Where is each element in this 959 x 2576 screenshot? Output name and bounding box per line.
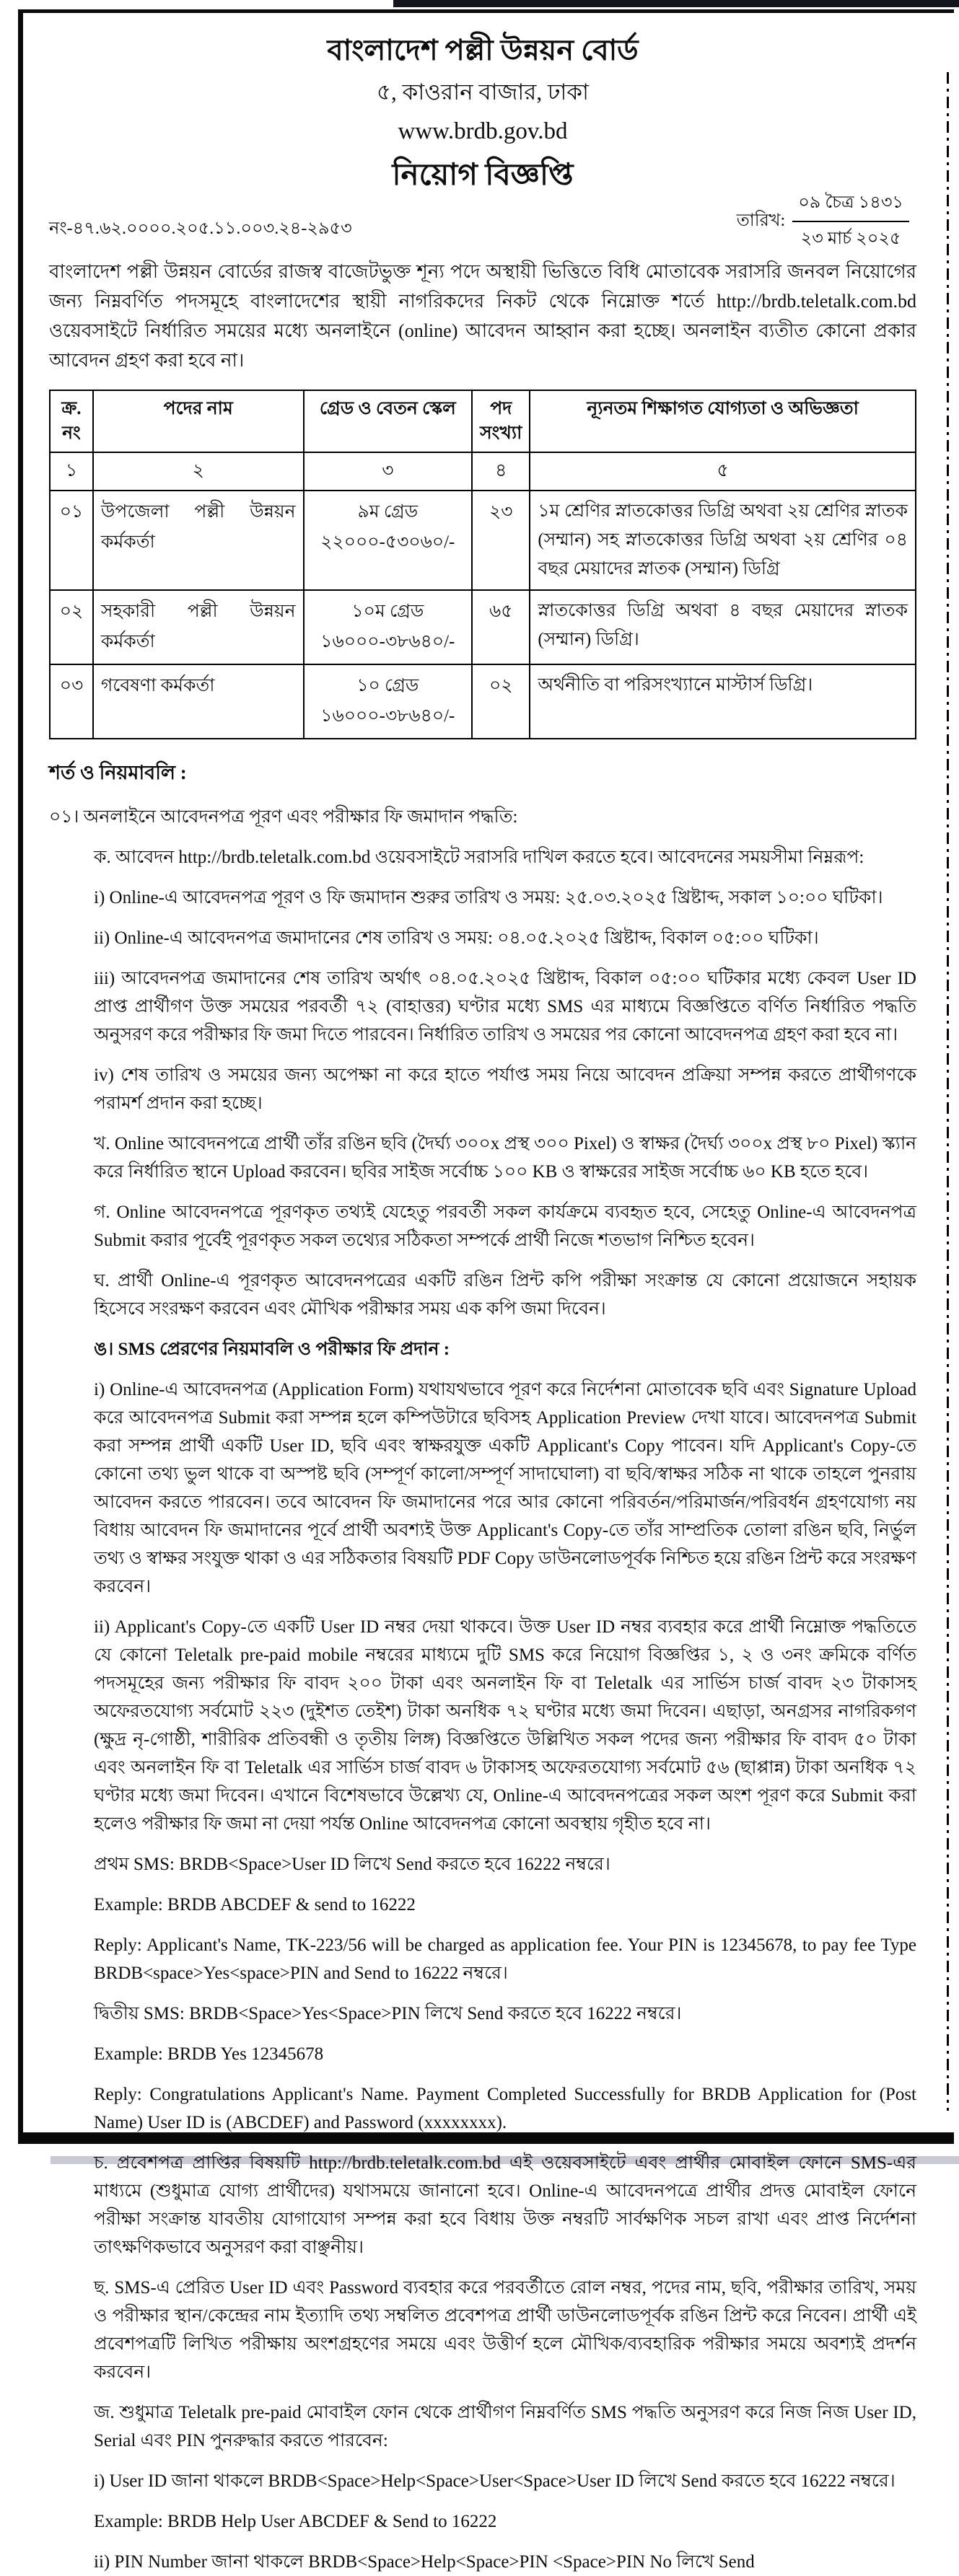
column-header: পদ সংখ্যা [472, 390, 530, 452]
column-number: ২ [93, 452, 304, 491]
column-number: ১ [50, 452, 93, 491]
condition-paragraph: ii) Applicant's Copy-তে একটি User ID নম্বর দেয়া থাকবে। উক্ত User ID নম্বর ব্যবহার করে প্রার্থী নিম্নোক্ত পদ্ধতিতে যে কোনো Teletalk pre-paid mobile নম্বরের মাধ্যমে দুটি SMS করে নিয়োগ বিজ্ঞপ্তির ১, ২ ও ৩নং ক্রমিকে বর্ণিত পদসমূহের জন্য পরীক্ষার ফি বাবদ ২০০ টাকা এবং অনলাইন ফি বা Teletalk এর সার্ভিস চার্জ বাবদ ২৩ টাকাসহ অফেরতযোগ্য সর্বমোট ২২৩ (দুইশত তেইশ) টাকা অনধিক ৭২ ঘণ্টার মধ্যে জমা দিবেন। এছাড়া, অনগ্রসর নাগরিকগণ (ক্ষুদ্র নৃ-গোষ্ঠী, শারীরিক প্রতিবন্ধী ও তৃতীয় লিঙ্গ) বিজ্ঞপ্তিতে উল্লিখিত সকল পদের জন্য পরীক্ষার ফি বাবদ ৫০ টাকা এবং অনলাইন ফি বা Teletalk এর সার্ভিস চার্জ বাবদ ৬ টাকাসহ অফেরতযোগ্য সর্বমোট ৫৬ (ছাপ্পান্ন) টাকা অনধিক ৭২ ঘণ্টার মধ্যে জমা দিবেন। এখানে বিশেষভাবে উল্লেখ্য যে, Online-এ আবেদনপত্রের সকল অংশ পূরণ করে Submit করা হলেও পরীক্ষার ফি জমা না দেয়া পর্যন্ত Online আবেদনপত্র কোনো অবস্থায় গৃহীত হবে না। [94, 1617, 916, 1834]
condition-paragraph: ii) Online-এ আবেদনপত্র জমাদানের শেষ তারিখ ও সময়: ০৪.০৫.২০২৫ খ্রিষ্টাব্দ, বিকাল ০৫:০০ ঘটিকা। [94, 928, 819, 948]
table-row [50, 590, 916, 664]
post-name-cell: সহকারী পল্লী উন্নয়ন কর্মকর্তা [93, 590, 304, 664]
condition-paragraph: ii) PIN Number জানা থাকলে BRDB<Space>Help<Space>PIN <Space>PIN No লিখে Send [94, 2551, 755, 2572]
condition-paragraph: গ. Online আবেদনপত্রে পূরণকৃত তথ্যই যেহেতু পরবর্তী সকল কার্যক্রমে ব্যবহৃত হবে, সেহেতু Online-এ আবেদনপত্র Submit করার পূর্বেই পূরণকৃত সকল তথ্যের সঠিকতা সম্পর্কে প্রার্থী নিজে শতভাগ নিশ্চিত হবেন। [94, 1202, 916, 1250]
column-number: ৪ [472, 452, 530, 491]
recruitment-table-body [50, 390, 916, 739]
qualification-cell: ১ম শ্রেণির স্নাতকোত্তর ডিগ্রি অথবা ২য় শ্রেণির স্নাতক (সম্মান) সহ স্নাতকোত্তর ডিগ্রি অথবা ২য় শ্রেণির ০৪ বছর মেয়াদের স্নাতক (সম্মান) ডিগ্রি [530, 491, 916, 590]
intro-paragraph: বাংলাদেশ পল্লী উন্নয়ন বোর্ডের রাজস্ব বাজেটভুক্ত শূন্য পদে অস্থায়ী ভিত্তিতে বিধি মোতাবেক সরাসরি জনবল নিয়োগের জন্য নিম্নবর্ণিত পদসমূহে বাংলাদেশের স্থায়ী নাগরিকদের নিকট থেকে নিম্নোক্ত শর্তে http://brdb.teletalk.com.bd ওয়েবসাইটে নির্ধারিত সময়ের মধ্যে অনলাইনে (online) আবেদন আহ্বান করা হচ্ছে। অনলাইন ব্যতীত কোনো প্রকার আবেদন গ্রহণ করা হবে না। [49, 261, 916, 372]
vacancy-cell: ২৩ [472, 491, 530, 590]
date-block [737, 189, 909, 254]
column-header: ক্র. নং [50, 390, 93, 452]
qualification-cell: অর্থনীতি বা পরিসংখ্যানে মাস্টার্স ডিগ্রি। [530, 664, 916, 739]
condition-paragraph: Example: BRDB ABCDEF & send to 16222 [94, 1894, 416, 1915]
serial-cell: ০৩ [50, 664, 93, 739]
column-header: গ্রেড ও বেতন স্কেল [304, 390, 473, 452]
condition-paragraph: জ. শুধুমাত্র Teletalk pre-paid মোবাইল ফোন থেকে প্রার্থীগণ নিম্নবর্ণিত SMS পদ্ধতি অনুসরণ করে নিজ নিজ User ID, Serial এবং PIN পুনরুদ্ধার করতে পারবেন: [94, 2402, 916, 2450]
condition-paragraph: চ. প্রবেশপত্র প্রাপ্তির বিষয়টি http://brdb.teletalk.com.bd এই ওয়েবসাইটে এবং প্রার্থীর মোবাইল ফোনে SMS-এর মাধ্যমে (শুধুমাত্র যোগ্য প্রার্থীদের) যথাসময়ে জানানো হবে। Online-এ আবেদনপত্রে প্রার্থীর প্রদত্ত মোবাইল ফোনে পরীক্ষা সংক্রান্ত যাবতীয় যোগাযোগ সম্পন্ন করা হবে বিধায় উক্ত নম্বরটি সার্বক্ষণিক সচল রাখা এবং প্রাপ্ত নির্দেশনা তাৎক্ষণিকভাবে অনুসরণ করা বাঞ্ছনীয়। [94, 2153, 916, 2257]
date-fraction [792, 189, 909, 254]
scan-top-strip [393, 0, 959, 7]
document-content [23, 13, 954, 2576]
column-number-row [50, 452, 916, 491]
column-number: ৩ [304, 452, 473, 491]
condition-paragraph: প্রথম SMS: BRDB<Space>User ID লিখে Send করতে হবে 16222 নম্বরে। [94, 1854, 610, 1874]
vacancy-cell: ০২ [472, 664, 530, 739]
condition-paragraph: ছ. SMS-এ প্রেরিত User ID এবং Password ব্যবহার করে পরবর্তীতে রোল নম্বর, পদের নাম, ছবি, পরীক্ষার তারিখ, সময় ও পরীক্ষার স্থান/কেন্দ্রের নাম ইত্যাদি তথ্য সম্বলিত প্রবেশপত্র প্রার্থী ডাউনলোডপূর্বক রঙিন প্রিন্ট করে নিবেন। প্রার্থী এই প্রবেশপত্রটি লিখিত পরীক্ষায় অংশগ্রহণের সময়ে এবং উত্তীর্ণ হলে মৌখিক/ব্যবহারিক পরীক্ষার সময়ে অবশ্যই প্রদর্শন করবেন। [94, 2277, 916, 2382]
condition-paragraph: ঙ। SMS প্রেরণের নিয়মাবলি ও পরীক্ষার ফি প্রদান : [94, 1339, 450, 1359]
column-header: ন্যূনতম শিক্ষাগত যোগ্যতা ও অভিজ্ঞতা [530, 390, 916, 452]
post-name-cell: উপজেলা পল্লী উন্নয়ন কর্মকর্তা [93, 491, 304, 590]
condition-paragraph: ০১। অনলাইনে আবেদনপত্র পূরণ এবং পরীক্ষার ফি জমাদান পদ্ধতি: [49, 806, 518, 827]
post-name-cell: গবেষণা কর্মকর্তা [93, 664, 304, 739]
org-address: ৫, কাওরান বাজার, ঢাকা [376, 79, 590, 105]
document-frame [18, 9, 954, 2572]
table-row [50, 491, 916, 590]
condition-paragraph: খ. Online আবেদনপত্রে প্রার্থী তাঁর রঙিন ছবি (দৈর্ঘ্য ৩০০x প্রস্থ ৩০০ Pixel) ও স্বাক্ষর (দৈর্ঘ্য ৩০০x প্রস্থ ৮০ Pixel) স্ক্যান করে নির্ধারিত স্থানে Upload করবেন। ছবির সাইজ সর্বোচ্চ ১০০ KB ও স্বাক্ষরের সাইজ সর্বোচ্চ ৬০ KB হতে হবে। [94, 1133, 916, 1182]
serial-cell: ০২ [50, 590, 93, 664]
recruitment-table [49, 390, 916, 739]
grade-pay-cell: ১০ গ্রেড ১৬০০০-৩৮৬৪০/- [304, 664, 473, 739]
org-name: বাংলাদেশ পল্লী উন্নয়ন বোর্ড [327, 34, 639, 66]
memo-row [49, 193, 916, 255]
condition-paragraph: iv) শেষ তারিখ ও সময়ের জন্য অপেক্ষা না করে হাতে পর্যাপ্ত সময় নিয়ে আবেদন প্রক্রিয়া সম্পন্ন করতে প্রার্থীগণকে পরামর্শ প্রদান করা হচ্ছে। [94, 1065, 916, 1113]
date-bangla: ০৯ চৈত্র ১৪৩১ [792, 189, 909, 222]
document-header [49, 32, 916, 202]
condition-paragraph: ক. আবেদন http://brdb.teletalk.com.bd ওয়েবসাইটে সরাসরি দাখিল করতে হবে। আবেদনের সময়সীমা নিম্নরূপ: [94, 847, 864, 867]
condition-paragraph: i) Online-এ আবেদনপত্র পূরণ ও ফি জমাদান শুরুর তারিখ ও সময়: ২৫.০৩.২০২৫ খ্রিষ্টাব্দ, সকাল ১০:০০ ঘটিকা। [94, 887, 883, 907]
condition-paragraph: i) Online-এ আবেদনপত্র (Application Form) যথাযথভাবে পূরণ করে নির্দেশনা মোতাবেক ছবি এবং Signature Upload করে আবেদনপত্র Submit করা সম্পন্ন হলে কম্পিউটারে ছবিসহ Application Preview দেখা যাবে। আবেদনপত্র Submit করা সম্পন্ন প্রার্থী একটি User ID, ছবি এবং স্বাক্ষরযুক্ত একটি Applicant's Copy পাবেন। যদি Applicant's Copy-তে কোনো তথ্য ভুল থাকে বা অস্পষ্ট ছবি (সম্পূর্ণ কালো/সম্পূর্ণ সাদাঘোলা) বা ছবি/স্বাক্ষর সঠিক না থাকে তাহলে পুনরায় আবেদন করতে পারবেন। তবে আবেদন ফি জমাদানের পরে আর কোনো পরিবর্তন/পরিমার্জন/পরিবর্ধন গ্রহণযোগ্য নয় বিধায় আবেদন ফি জমাদানের পূর্বে প্রার্থী অবশ্যই উক্ত Applicant's Copy-তে তাঁর সাম্প্রতিক তোলা রঙিন ছবি, নির্ভুল তথ্য ও স্বাক্ষর সংযুক্ত থাকা ও এর সঠিকতার বিষয়টি PDF Copy ডাউনলোডপূর্বক নিশ্চিত হয়ে রঙিন প্রিন্ট করে সংরক্ষণ করবেন। [94, 1379, 916, 1596]
serial-cell: ০১ [50, 491, 93, 590]
condition-paragraph: iii) আবেদনপত্র জমাদানের শেষ তারিখ অর্থাৎ ০৪.০৫.২০২৫ খ্রিষ্টাব্দ, বিকাল ০৫:০০ ঘটিকার মধ্যে কেবল User ID প্রাপ্ত প্রার্থীগণ উক্ত সময়ের পরবর্তী ৭২ (বাহাত্তর) ঘণ্টার মধ্যে SMS এর মাধ্যমে বিজ্ঞপ্তিতে বর্ণিত নির্ধারিত পদ্ধতি অনুসরণ করে পরীক্ষার ফি জমা দিতে পারবেন। নির্ধারিত তারিখ ও সময়ের পর কোনো আবেদনপত্র গ্রহণ করা হবে না। [94, 968, 916, 1045]
date-label: তারিখ: [736, 211, 786, 230]
conditions-heading: শর্ত ও নিয়মাবলি : [49, 761, 187, 783]
condition-paragraph: Example: BRDB Help User ABCDEF & Send to 16222 [94, 2511, 497, 2531]
condition-paragraph: Reply: Congratulations Applicant's Name. Payment Completed Successfully for BRDB Application for (Post Name) User ID is (ABCDEF) and Password (xxxxxxxx). [94, 2084, 916, 2132]
conditions-list [49, 803, 916, 2576]
condition-paragraph: দ্বিতীয় SMS: BRDB<Space>Yes<Space>PIN লিখে Send করতে হবে 16222 নম্বরে। [94, 2003, 682, 2023]
column-header: পদের নাম [93, 390, 304, 452]
org-website: www.brdb.gov.bd [398, 118, 568, 144]
table-row [50, 664, 916, 739]
page-fold-dash-line [947, 72, 949, 2111]
vacancy-cell: ৬৫ [472, 590, 530, 664]
column-number: ৫ [530, 452, 916, 491]
condition-paragraph: Example: BRDB Yes 12345678 [94, 2044, 324, 2064]
condition-paragraph: i) User ID জানা থাকলে BRDB<Space>Help<Space>User<Space>User ID লিখে Send করতে হবে 16222 নম্বরে। [94, 2471, 895, 2491]
grade-pay-cell: ১০ম গ্রেড ১৬০০০-৩৮৬৪০/- [304, 590, 473, 664]
qualification-cell: স্নাতকোত্তর ডিগ্রি অথবা ৪ বছর মেয়াদের স্নাতক (সম্মান) ডিগ্রি। [530, 590, 916, 664]
memo-number: নং-৪৭.৬২.০০০০.২০৫.১১.০০৩.২৪-২৯৫৩ [49, 219, 352, 238]
date-gregorian: ২৩ মার্চ ২০২৫ [800, 229, 901, 248]
notice-title: নিয়োগ বিজ্ঞপ্তি [392, 159, 574, 192]
condition-paragraph: Reply: Applicant's Name, TK-223/56 will be charged as application fee. Your PIN is 12345678, to pay fee Type BRDB<space>Yes<space>PIN and Send to 16222 নম্বরে। [94, 1935, 916, 1983]
grade-pay-cell: ৯ম গ্রেড ২২০০০-৫৩০৬০/- [304, 491, 473, 590]
table-header-row [50, 390, 916, 452]
condition-paragraph: ঘ. প্রার্থী Online-এ পূরণকৃত আবেদনপত্রের একটি রঙিন প্রিন্ট কপি পরীক্ষা সংক্রান্ত যে কোনো প্রয়োজনে সহায়ক হিসেবে সংরক্ষণ করবেন এবং মৌখিক পরীক্ষার সময় এক কপি জমা দিবেন। [94, 1270, 916, 1319]
